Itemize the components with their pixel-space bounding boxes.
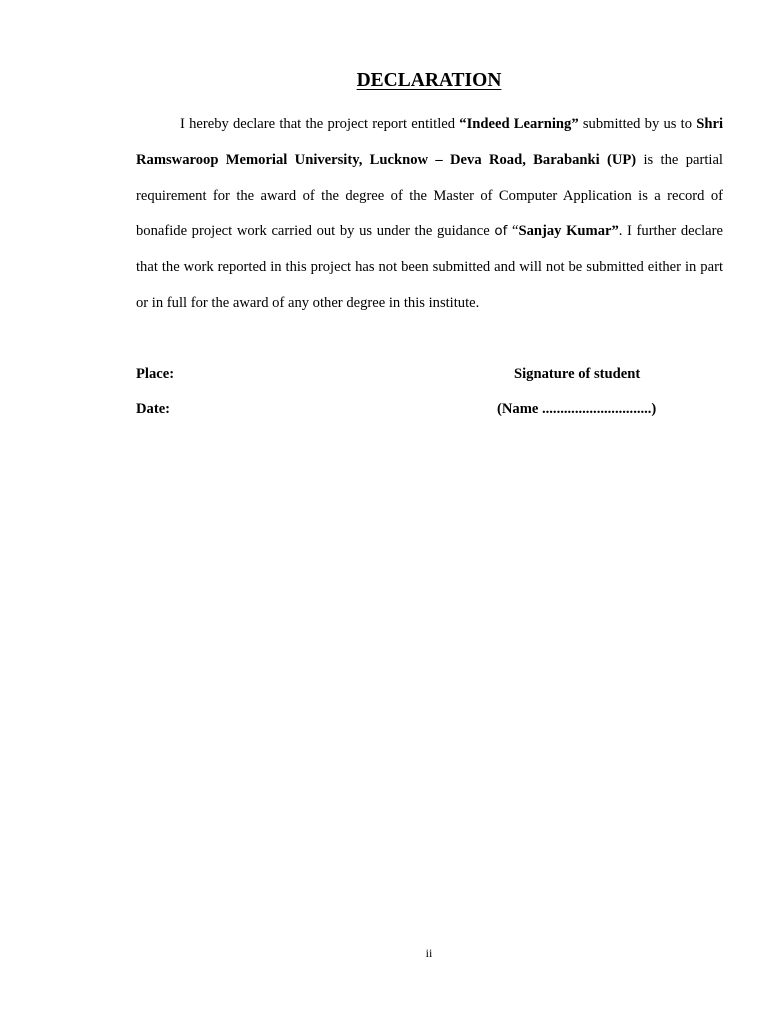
guide-name: Sanjay Kumar” bbox=[518, 223, 619, 240]
place-label: Place: bbox=[136, 366, 175, 382]
name-label: (Name ..............................) bbox=[497, 401, 657, 417]
declaration-paragraph bbox=[136, 107, 723, 322]
project-title: “Indeed Learning” bbox=[459, 116, 579, 132]
signature-label: Signature of student bbox=[514, 366, 641, 382]
page-number: ii bbox=[425, 946, 433, 960]
date-label: Date: bbox=[136, 401, 171, 417]
open-quote: “ bbox=[507, 223, 519, 240]
page-title: DECLARATION bbox=[356, 70, 502, 91]
paragraph-text-1: I hereby declare that the project report entitled bbox=[180, 116, 460, 132]
university-name: Shri Ramswaroop Memorial University, Lucknow – Deva Road, Barabanki (UP) bbox=[136, 116, 723, 168]
paragraph-text-3: is the partial requirement for the award of the degree of the Master of Computer Application is a record of bonafide project work carried out by us under the guidance bbox=[136, 151, 723, 240]
paragraph-text-4: . I further declare that the work reported in this project has not been submitted and will not be submitted either in part or in full for the award of any other degree in this institute. bbox=[136, 223, 723, 311]
paragraph-text-2: submitted by us to bbox=[578, 116, 697, 132]
of-word: of bbox=[494, 223, 508, 240]
